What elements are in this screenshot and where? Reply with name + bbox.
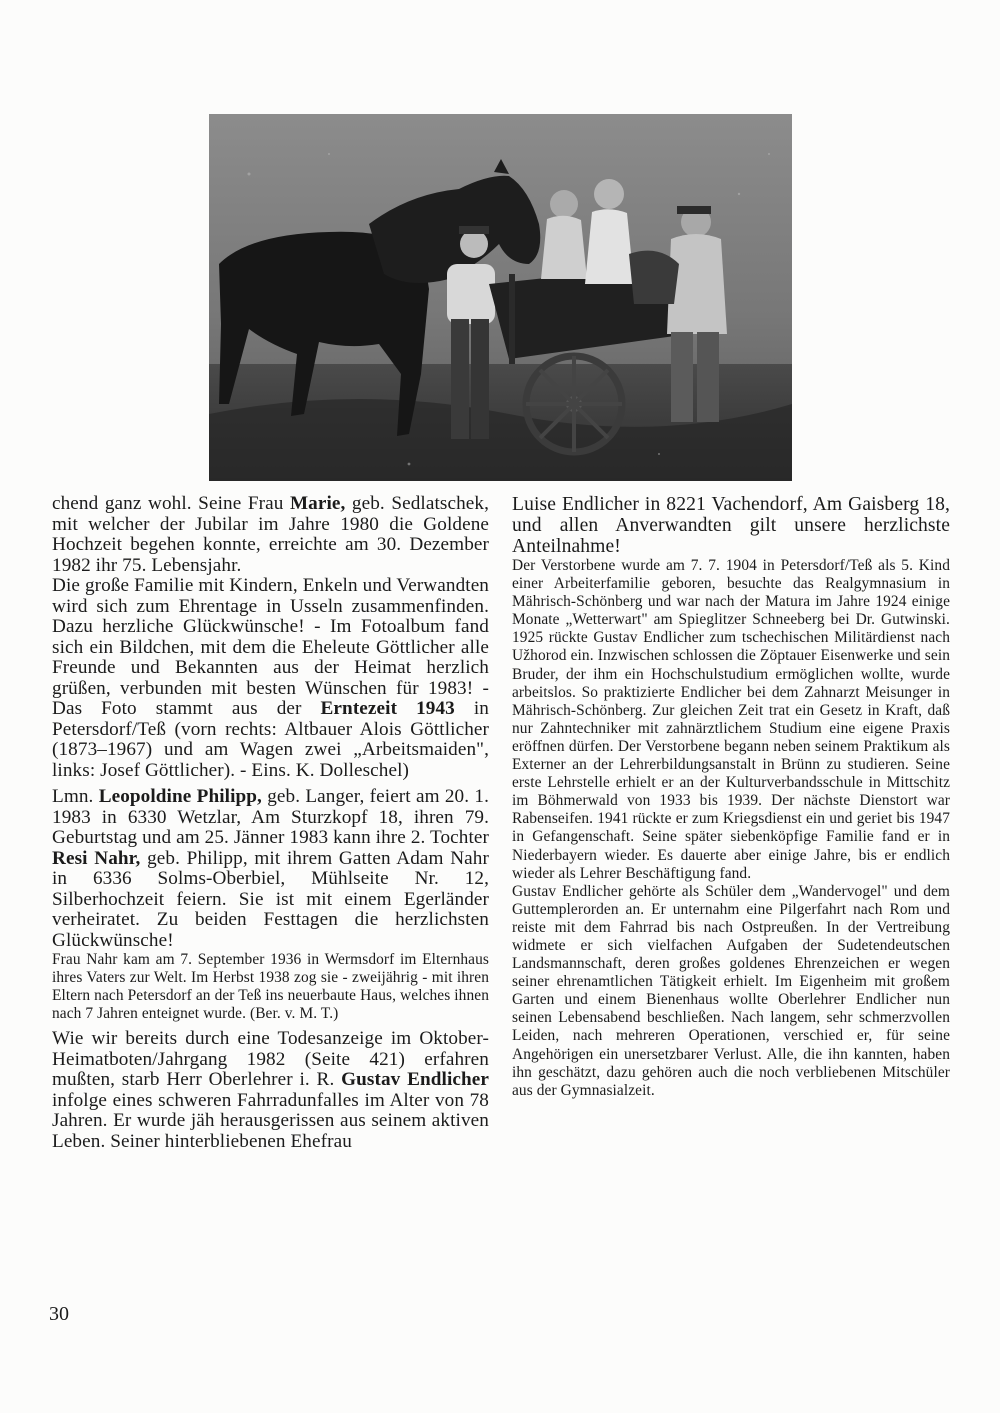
text-run: geb. Sedlatschek, mit welcher der Jubilar im Jahre 1980 die Goldene Hochzeit begehen konnte, erreichte am 30. Dezember 1982 ihr 75. Lebensjahr.	[52, 493, 489, 576]
text-run: geb. Philipp, mit ihrem Gatten Adam Nahr in 6336 Solms-Oberbiel, Mühlseite Nr. 12, Silberhochzeit feiern. Sie ist mit einem Egerländer verheiratet. Zu beiden Festtagen die herzlichsten Glückwünsche!	[52, 847, 489, 951]
harvest-photo-graphic	[209, 114, 792, 481]
text-run: Die große Familie mit Kindern, Enkeln und Verwandten wird sich zum Ehrentage in Usseln zusammenfinden. Dazu herzliche Glückwünsche! - Im Fotoalbum fand sich ein Bildchen, mit dem die Eheleute Göttlicher alle Freunde und Bekannten aus der Heimat herzlich grüßen, verbunden mit besten Wünschen für 1983! - Das Foto stammt aus der	[52, 575, 489, 719]
text-run: chend ganz wohl. Seine Frau	[52, 493, 290, 514]
paragraph-biography: Der Verstorbene wurde am 7. 7. 1904 in Petersdorf/Teß als 5. Kind einer Arbeiterfamilie geboren, besuchte das Realgymnasium in Mährisch-Schönberg und war nach der Matura im Jahre 1924 einige Monate „Wetterwart" am Spieglitzer Schneeberg bei Dr. Gutwinski. 1925 rückte Gustav Endlicher zum tschechischen Militärdienst nach Užhorod ein. Inzwischen schlossen die Zöptauer Eisenwerke und sein Bruder, der ihm ein Hochschulstudium ermöglichen wollte, wurde arbeitslos. So praktizierte Endlicher bei dem Zahnarzt Meisunger in Mährisch-Schönberg. Zur gleichen Zeit trat ein Gesetz in Kraft, daß nur Zahntechniker mit zahnärztlichem Studium eine eigene Praxis eröffnen dürfen. Der Verstorbene begann neben seinem Praktikum als Externer an der Lehrerbildungsanstalt in Brünn zu studieren. Seine erste Lehrstelle erhielt er an der Kulturverbandsschule in Mittschitz im Böhmerwald von 1933 bis 1939. Der nächste Dienstort war Rabenseifen. 1941 rückte er zum Kriegsdienst ein und geriet bis 1947 in Gefangenschaft. Seine später siebenköpfige Familie fand er in Niederbayern wieder. Es dauerte aber einige Jahre, bis er endlich wieder als Lehrer Beschäftigung fand.	[512, 557, 950, 882]
name-resi-nahr: Resi Nahr,	[52, 847, 141, 869]
harvest-photo	[209, 114, 792, 481]
name-leopoldine-philipp: Leopoldine Philipp,	[98, 786, 262, 807]
text-run: in Petersdorf/Teß (vorn rechts: Altbauer Alois Göttlicher (1873–1967) und am Wagen zwei „Arbeitsmaiden", links: Josef Göttlicher). - Eins. K. Dolleschel)	[52, 698, 489, 781]
paragraph-frau-nahr-note: Frau Nahr kam am 7. September 1936 in Wermsdorf im Elternhaus ihres Vaters zur Welt. Im Herbst 1938 zog sie - zweijährig - mit ihren Eltern nach Petersdorf an der Teß ins neuerbaute Haus, welches ihnen nach 7 Jahren enteignet wurde. (Ber. v. M. T.)	[52, 951, 489, 1023]
text-run: infolge eines schweren Fahrradunfalles im Alter von 78 Jahren. Er wurde jäh herausgerissen aus seinem aktiven Leben. Seiner hinterbliebenen Ehefrau	[52, 1089, 489, 1152]
name-marie: Marie,	[289, 493, 346, 514]
paragraph-gustav-endlicher-intro	[52, 1029, 489, 1152]
text-run: Wie wir bereits durch eine Todesanzeige im Oktober-Heimatboten/Jahrgang 1982 (Seite 421) erfahren mußten, starb Herr Oberlehrer i. R.	[52, 1028, 489, 1091]
paragraph-biography-continued: Gustav Endlicher gehörte als Schüler dem „Wandervogel" und dem Guttemplerorden an. Er unternahm eine Pilgerfahrt nach Rom und reiste mit dem Fahrrad bis nach Ostpreußen. In der Vertreibung widmete er sich vielfachen Aufgaben der Sudetendeutschen Landsmannschaft, deren großes goldenes Ehrenzeichen er wegen seiner ehrenamtlichen Tätigkeit erhielt. Im Eigenheim mit großem Garten und einem Bienenhaus wollte Oberlehrer Endlicher nun seinen Lebensabend beschließen. Nach langem, sehr schmerzvollen Leiden, nach mehreren Operationen, verschied er, für seine Angehörigen ein unersetzbarer Verlust. Alle, die ihn kannten, haben ihn geschätzt, dazu gehören auch die noch verbliebenen Mitschüler aus der Gymnasialzeit.	[512, 882, 950, 1099]
paragraph-marie-goettlicher	[52, 494, 489, 576]
text-run: Lmn.	[52, 786, 99, 807]
name-gustav-endlicher: Gustav Endlicher	[341, 1069, 490, 1091]
highlight-erntezeit: Erntezeit 1943	[320, 698, 455, 719]
paragraph-leopoldine-philipp	[52, 787, 489, 951]
left-column	[52, 494, 489, 1152]
paragraph-family-greeting	[52, 576, 489, 781]
text-run: geb. Langer, feiert am 20. 1. 1983 in 6330 Wetzlar, Am Sturzkopf 18, ihren 79. Geburtstag und am 25. Jänner 1983 kann ihre 2. Tochter	[52, 786, 489, 848]
page-number: 30	[49, 1303, 69, 1325]
right-column	[512, 494, 950, 1100]
paragraph-condolence: Luise Endlicher in 8221 Vachendorf, Am Gaisberg 18, und allen Anverwandten gilt unsere herzlichste Anteilnahme!	[512, 494, 950, 557]
